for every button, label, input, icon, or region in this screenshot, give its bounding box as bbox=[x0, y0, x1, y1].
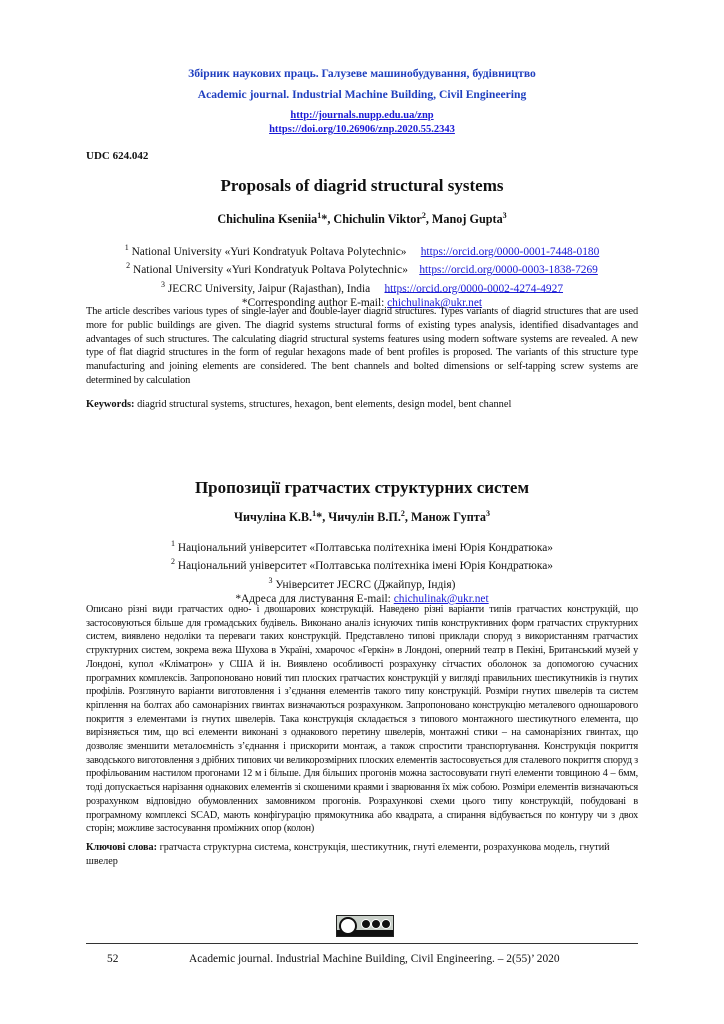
authors-ua bbox=[0, 509, 724, 525]
email-link[interactable]: chichulinak@ukr.net bbox=[393, 592, 489, 605]
udc-code: UDC 624.042 bbox=[86, 150, 149, 162]
cc-by-icon bbox=[361, 919, 371, 929]
affiliation-line bbox=[0, 241, 724, 259]
corresponding-label: *Corresponding author E-mail: bbox=[241, 296, 388, 309]
affiliations-ua bbox=[0, 537, 724, 606]
keywords-en bbox=[86, 398, 638, 412]
author-name: Manoj Gupta bbox=[431, 212, 503, 227]
affiliation-sup: 1 bbox=[171, 539, 175, 548]
authors-en bbox=[0, 211, 724, 227]
affiliation-text: Національний університет «Полтавська політехніка імені Юрія Кондратюка» bbox=[177, 560, 553, 573]
affiliation-sup: 3 bbox=[268, 575, 273, 585]
author-sep: *, bbox=[316, 510, 329, 525]
affiliation-line bbox=[0, 259, 724, 277]
affiliation-text: JECRC University, Jaipur (Rajasthan), India bbox=[167, 282, 371, 295]
footer-divider bbox=[86, 943, 638, 944]
author-name: Chichulin Viktor bbox=[333, 212, 422, 227]
abstract-en: The article describes various types of single-layer and double-layer diagrid structures. Types variants of diagrid structures that are used more for public buildings are given. The diagrid systems structural forms of existing types analysis, identified disadvantages and advantages of such structures. The calculating diagrid structural systems features using modern software systems are revealed. A new type of flat diagrid structures in the form of regular hexagons made of bent profiles is proposed. The variants of this structure type manufacturing and joining elements are considered. The bent channels and bolted dimensions or self-tapping screw systems are determined by calculation bbox=[86, 306, 638, 386]
affiliations-en bbox=[0, 241, 724, 310]
affiliation-text: National University «Yuri Kondratyuk Poltava Polytechnic» bbox=[131, 245, 407, 258]
affiliation-line bbox=[0, 278, 724, 296]
affiliation-text: Національний університет «Полтавська політехніка імені Юрія Кондратюка» bbox=[177, 541, 553, 554]
author-sup: 2 bbox=[421, 211, 426, 220]
author-name: Манож Гупта bbox=[411, 510, 486, 525]
doi-link[interactable]: https://doi.org/10.26906/znp.2020.55.2343 bbox=[269, 124, 455, 135]
footer-journal-citation: Academic journal. Industrial Machine Building, Civil Engineering. – 2(55)’ 2020 bbox=[189, 953, 560, 965]
abstract-ua: Описано різні види гратчастих одно- і двошарових конструкцій. Наведено різні варіанти типів гратчастих конструкцій, що застосовуються більше для громадських будівель. Виконано аналіз існуючих типів конструктивних форм гратчастих структурних систем, виявлено недоліки та переваги таких конструкцій. Представлено типові приклади споруд з використанням гратчастих структурних систем, зокрема вежа Шухова в Україні, хмарочос «Геркін» в Лондоні, оперний театр в Пекіні, Британський музей у Лондоні, купол «Кліматрон» у США й ін. Виявлено особливості розрахунку сітчастих оболонок за допомогою сучасних програмних комплексів. Запропоновано новий тип плоских гратчастих конструкцій у вигляді правильних шестикутників із гнутих профілів. Розглянуто варіанти виготовлення і з’єднання елементів такого типу конструкцій. Розміри гнутих швелерів та систем кріплення на болтах або самонарізних гвинтах визначаються розрахунком. Запропоновано конструкцію металевого одношарового покриття з елементами із гнутих швелерів. Така конструкція складається з типового монтажного шестикутного елемента, що вирізняється тим, що всі елементи виконані з однакового перетину швелерів, монтажні стики – на самонарізних гвинтах, що дозволяє зменшити металоємність з’єднання і прискорити монтаж, а також спростити транспортування. Конструкція покриття заводського виготовлення з дрібних типових чи великорозмірних плоских елементів застосовується для сталевого покриття споруд з профільованим настилом прогонами 12 м і більше. Для більших прогонів можна застосовувати гнуті елементи товщиною 4 – 6мм, тоді допускається нарізання однакових елементів зі скошеними краями і зварювання їх між собою. Розміри елементів визначаються розрахунком відповідно обумовленних замовником прогонів. Розрахункові схеми цього типу конструкцій, побудовані в програмному комплексі SCAD, мають конфігурацію прямокутника або квадрата, а спирання відбувається по контуру чи з двох сторін; можливе застосування проміжних опор (колон) bbox=[86, 604, 638, 835]
keywords-ua bbox=[86, 841, 638, 868]
author-sup: 2 bbox=[400, 509, 405, 518]
author-sup: 1 bbox=[312, 509, 317, 518]
article-title-ua: Пропозиції гратчастих структурних систем bbox=[194, 478, 530, 497]
orcid-link[interactable]: https://orcid.org/0000-0001-7448-0180 bbox=[420, 245, 600, 258]
author-sup: 3 bbox=[502, 211, 507, 220]
journal-title-ua: Збірник наукових праць. Галузеве машинобудування, будівництво bbox=[188, 67, 536, 80]
author-sep: *, bbox=[321, 212, 334, 227]
author-sup: 3 bbox=[485, 509, 490, 518]
author-name: Чичуліна К.В. bbox=[234, 510, 313, 525]
orcid-link[interactable]: https://orcid.org/0000-0002-4274-4927 bbox=[384, 282, 564, 295]
page-number: 52 bbox=[107, 953, 119, 965]
affiliation-sup: 3 bbox=[160, 279, 165, 289]
cc-circle-icon bbox=[339, 917, 357, 935]
author-name: Chichulina Kseniia bbox=[217, 212, 318, 227]
affiliation-text: Університет JECRC (Джайпур, Індія) bbox=[275, 578, 456, 591]
article-title-en: Proposals of diagrid structural systems bbox=[220, 176, 504, 195]
cc-sa-icon bbox=[381, 919, 391, 929]
corresponding-label: *Адреса для листування E-mail: bbox=[235, 592, 394, 605]
journal-title-en: Academic journal. Industrial Machine Building, Civil Engineering bbox=[197, 88, 527, 101]
journal-url-link[interactable]: http://journals.nupp.edu.ua/znp bbox=[290, 110, 434, 121]
keywords-label: Ключові слова: bbox=[86, 842, 158, 853]
orcid-link[interactable]: https://orcid.org/0000-0003-1838-7269 bbox=[419, 264, 598, 277]
author-sep: , bbox=[425, 212, 432, 227]
affiliation-line bbox=[0, 537, 724, 555]
keywords-text: diagrid structural systems, structures, hexagon, bent elements, design model, bent channel bbox=[134, 399, 512, 410]
cc-license-icon[interactable] bbox=[336, 915, 394, 937]
affiliation-sup: 2 bbox=[126, 261, 131, 271]
affiliation-text: National University «Yuri Kondratyuk Poltava Polytechnic» bbox=[133, 264, 408, 277]
affiliation-line bbox=[0, 555, 724, 573]
affiliation-sup: 2 bbox=[171, 557, 175, 567]
email-link[interactable]: chichulinak@ukr.net bbox=[387, 296, 483, 309]
keywords-text: гратчаста структурна система, конструкція, шестикутник, гнуті елементи, розрахункова модель, гнутий швелер bbox=[86, 842, 610, 867]
cc-nc-icon bbox=[371, 919, 381, 929]
affiliation-line bbox=[0, 574, 724, 592]
author-name: Чичулін В.П. bbox=[328, 510, 401, 525]
author-sup: 1 bbox=[317, 211, 322, 220]
author-sep: , bbox=[404, 510, 412, 525]
affiliation-sup: 1 bbox=[124, 243, 129, 252]
keywords-label: Keywords: bbox=[86, 399, 135, 410]
